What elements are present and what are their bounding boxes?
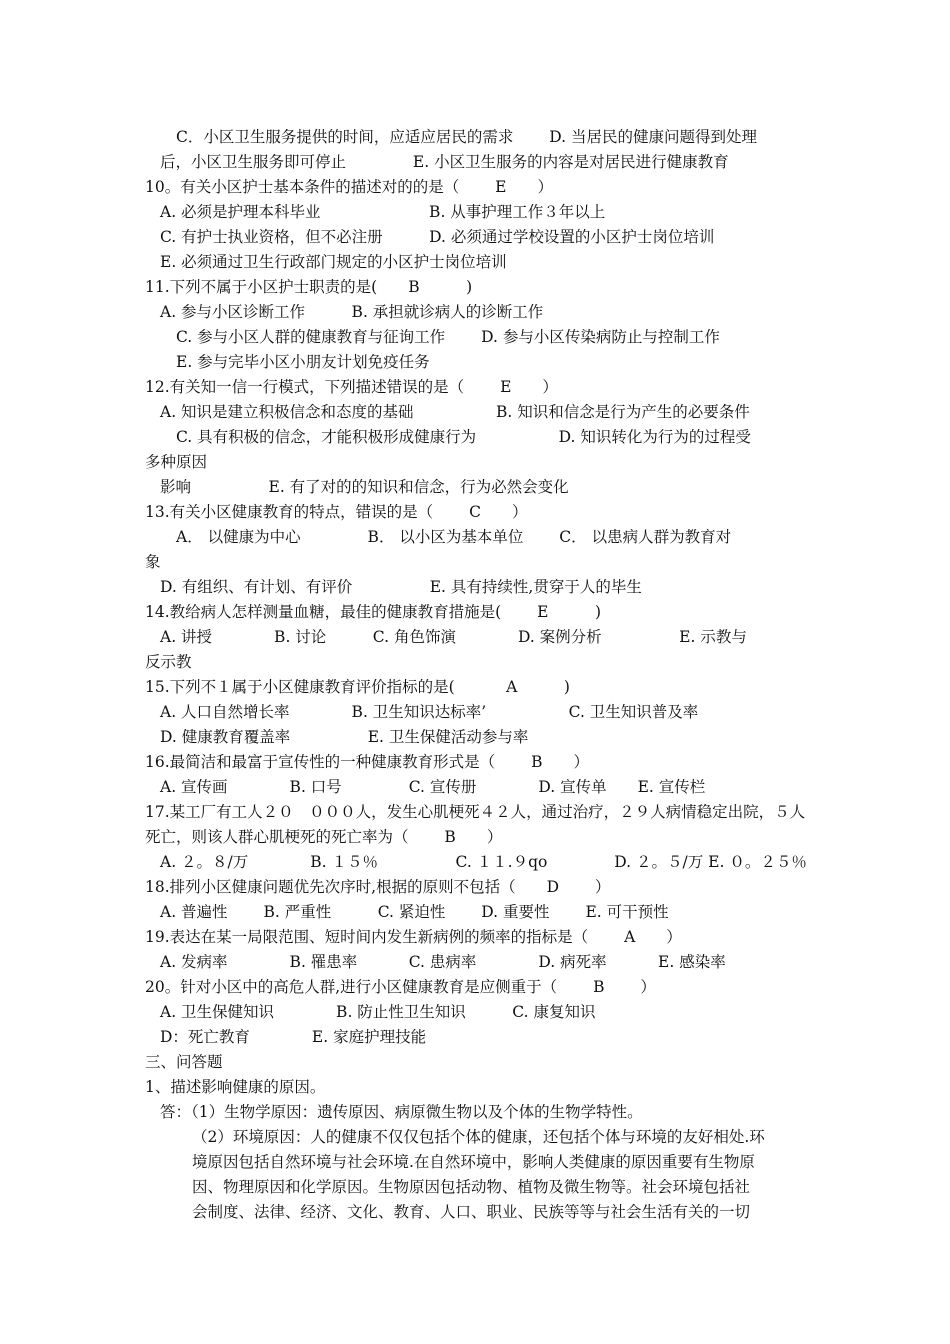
text-line: 象 bbox=[145, 553, 161, 571]
text-line: 17.某工厂有工人２０ ０００人，发生心肌梗死４２人，通过治疗，２９人病情稳定出院，５人 bbox=[145, 803, 806, 821]
text-line: 反示教 bbox=[145, 653, 192, 671]
text-line: 境原因包括自然环境与社会环境.在自然环境中，影响人类健康的原因重要有生物原 bbox=[192, 1153, 755, 1171]
text-line: C．小区卫生服务提供的时间，应适应居民的需求 D. 当居民的健康问题得到处理 bbox=[176, 128, 758, 146]
text-line: 因、物理原因和化学原因。生物原因包括动物、植物及微生物等。社会环境包括社 bbox=[192, 1178, 751, 1196]
section-heading: 三、问答题 bbox=[145, 1053, 223, 1071]
text-line: 答：（1）生物学原因：遗传原因、病原微生物以及个体的生物学特性。 bbox=[160, 1103, 643, 1121]
text-line: 10。有关小区护士基本条件的描述对的的是（ E ） bbox=[145, 178, 553, 196]
text-line: D：死亡教育 E. 家庭护理技能 bbox=[160, 1028, 427, 1046]
text-line: 会制度、法律、经济、文化、教育、人口、职业、民族等等与社会生活有关的一切 bbox=[192, 1203, 751, 1221]
text-line: 后，小区卫生服务即可停止 E. 小区卫生服务的内容是对居民进行健康教育 bbox=[160, 153, 729, 171]
text-line: A. 发病率 B. 罹患率 C. 患病率 D. 病死率 E. 感染率 bbox=[160, 953, 726, 971]
text-line: C. 有护士执业资格，但不必注册 D. 必须通过学校设置的小区护士岗位培训 bbox=[160, 228, 715, 246]
text-line: A. 讲授 B. 讨论 C. 角色饰演 D. 案例分析 E. 示教与 bbox=[160, 628, 747, 646]
text-line: E. 参与完毕小区小朋友计划免疫任务 bbox=[176, 353, 430, 371]
text-line: A. 人口自然增长率 B. 卫生知识达标率’ C. 卫生知识普及率 bbox=[160, 703, 699, 721]
text-line: 13.有关小区健康教育的特点，错误的是（ C ） bbox=[145, 503, 528, 521]
text-line: 多种原因 bbox=[145, 453, 208, 471]
text-line: 19.表达在某一局限范围、短时间内发生新病例的频率的指标是（ A ） bbox=[145, 928, 682, 946]
text-line: D. 有组织、有计划、有评价 E. 具有持续性,贯穿于人的毕生 bbox=[160, 578, 642, 596]
text-line: A. 宣传画 B. 口号 C. 宣传册 D. 宣传单 E. 宣传栏 bbox=[160, 778, 706, 796]
text-line: 11.下列不属于小区护士职责的是( B ) bbox=[145, 278, 473, 296]
text-line: A. 参与小区诊断工作 B. 承担就诊病人的诊断工作 bbox=[160, 303, 544, 321]
text-line: 死亡，则该人群心肌梗死的死亡率为（ B ） bbox=[145, 828, 503, 846]
text-line: C. 具有积极的信念，才能积极形成健康行为 D. 知识转化为行为的过程受 bbox=[176, 428, 751, 446]
text-line: D. 健康教育覆盖率 E. 卫生保健活动参与率 bbox=[160, 728, 529, 746]
text-line: A． 以健康为中心 B． 以小区为基本单位 C． 以患病人群为教育对 bbox=[176, 528, 732, 546]
text-line: 16.最简洁和最富于宣传性的一种健康教育形式是（ B ） bbox=[145, 753, 589, 771]
text-line: 15.下列不１属于小区健康教育评价指标的是( A ) bbox=[145, 678, 570, 696]
text-line: （2）环境原因：人的健康不仅仅包括个体的健康，还包括个体与环境的友好相处.环 bbox=[192, 1128, 765, 1146]
text-line: 12.有关知一信一行模式，下列描述错误的是（ E ） bbox=[145, 378, 558, 396]
text-line: 1、描述影响健康的原因。 bbox=[145, 1078, 326, 1096]
text-line: A. ２。８/万 B. １５％ C. １１.９qo D. ２。５/万 E. ０。２５％ bbox=[160, 853, 807, 871]
text-line: A. 卫生保健知识 B. 防止性卫生知识 C. 康复知识 bbox=[160, 1003, 596, 1021]
text-line: C. 参与小区人群的健康教育与征询工作 D. 参与小区传染病防止与控制工作 bbox=[176, 328, 720, 346]
text-line: 14.教给病人怎样测量血糖，最佳的健康教育措施是( E ) bbox=[145, 603, 601, 621]
text-line: A. 必须是护理本科毕业 B. 从事护理工作３年以上 bbox=[160, 203, 606, 221]
text-line: E. 必须通过卫生行政部门规定的小区护士岗位培训 bbox=[160, 253, 507, 271]
text-line: 20。针对小区中的高危人群,进行小区健康教育是应侧重于（ B ） bbox=[145, 978, 656, 996]
text-line: 18.排列小区健康问题优先次序时,根据的原则不包括（ D ） bbox=[145, 878, 611, 896]
text-line: 影响 E. 有了对的的知识和信念，行为必然会变化 bbox=[160, 478, 569, 496]
text-line: A. 知识是建立积极信念和态度的基础 B. 知识和信念是行为产生的必要条件 bbox=[160, 403, 750, 421]
text-line: A. 普遍性 B. 严重性 C. 紧迫性 D. 重要性 E. 可干预性 bbox=[160, 903, 669, 921]
